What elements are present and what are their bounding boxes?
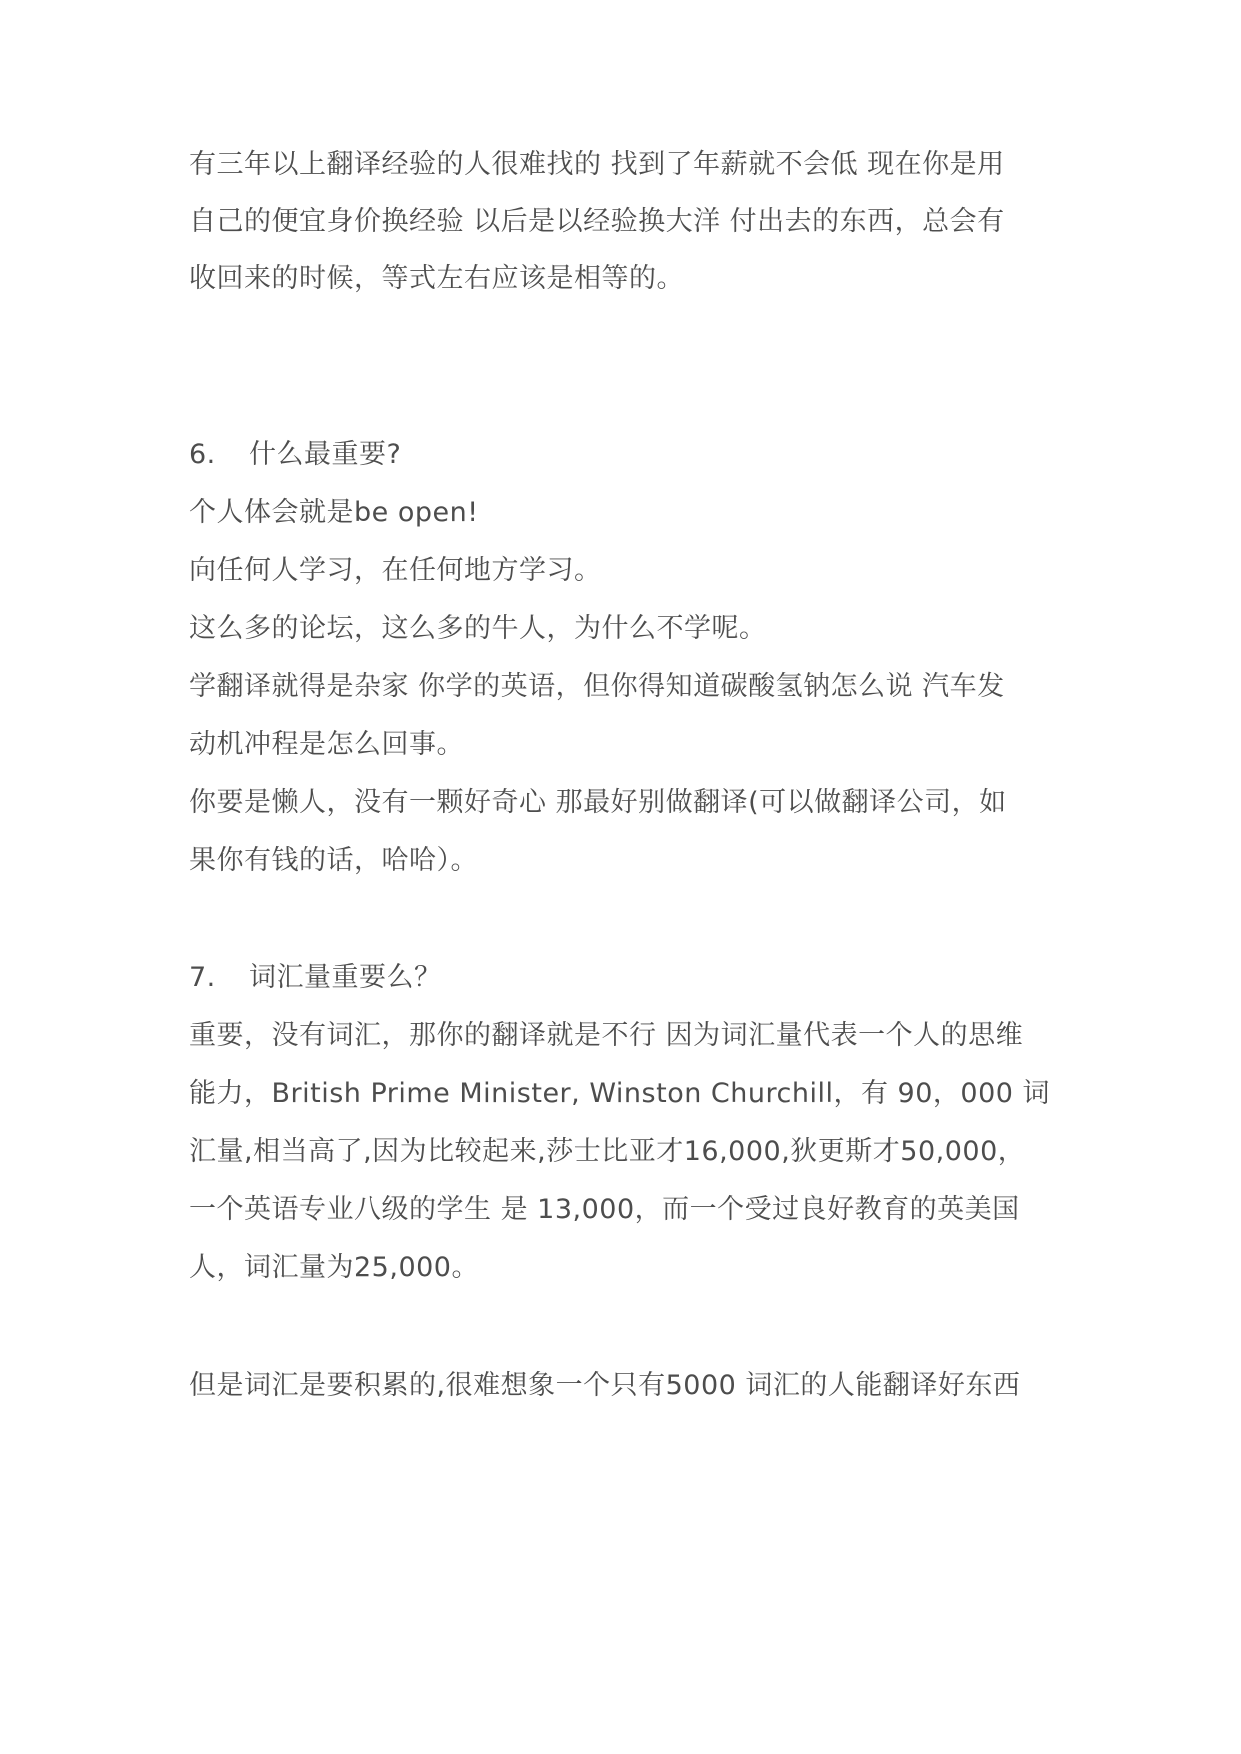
section-number: 7. xyxy=(189,962,216,993)
paragraph-line: 动机冲程是怎么回事。 xyxy=(189,729,464,760)
paragraph-line: 重要，没有词汇，那你的翻译就是不行 因为词汇量代表一个人的思维 xyxy=(189,1020,1024,1051)
paragraph-line: 个人体会就是be open! xyxy=(189,497,479,528)
paragraph-line: 一个英语专业八级的学生 是 13,000，而一个受过良好教育的英美国 xyxy=(189,1194,1020,1225)
paragraph-line: 果你有钱的话，哈哈）。 xyxy=(189,845,478,876)
paragraph-line: 向任何人学习，在任何地方学习。 xyxy=(189,555,602,586)
paragraph-line: 学翻译就得是杂家 你学的英语，但你得知道碳酸氢钠怎么说 汽车发 xyxy=(189,671,1005,702)
paragraph-line: 汇量,相当高了,因为比较起来,莎士比亚才16,000,狄更斯才50,000， xyxy=(189,1136,1026,1167)
section-title: 词汇量重要么？ xyxy=(249,962,442,993)
paragraph-line: 有三年以上翻译经验的人很难找的 找到了年薪就不会低 现在你是用 xyxy=(189,149,1005,180)
paragraph-line: 这么多的论坛，这么多的牛人，为什么不学呢。 xyxy=(189,613,767,644)
paragraph-line: 收回来的时候，等式左右应该是相等的。 xyxy=(189,263,684,294)
paragraph-line: 人，词汇量为25,000。 xyxy=(189,1252,479,1283)
section-title: 什么最重要? xyxy=(249,439,402,470)
paragraph-line: 但是词汇是要积累的,很难想象一个只有5000 词汇的人能翻译好东西 xyxy=(189,1370,1021,1401)
paragraph-line: 自己的便宜身价换经验 以后是以经验换大洋 付出去的东西，总会有 xyxy=(189,206,1005,237)
paragraph-line: 能力，British Prime Minister, Winston Churchill，有 90，000 词 xyxy=(189,1078,1051,1109)
section-7-heading xyxy=(189,961,442,995)
section-number: 6. xyxy=(189,439,216,470)
section-6-heading xyxy=(189,438,401,472)
paragraph-line: 你要是懒人，没有一颗好奇心 那最好别做翻译(可以做翻译公司，如 xyxy=(189,787,1007,818)
